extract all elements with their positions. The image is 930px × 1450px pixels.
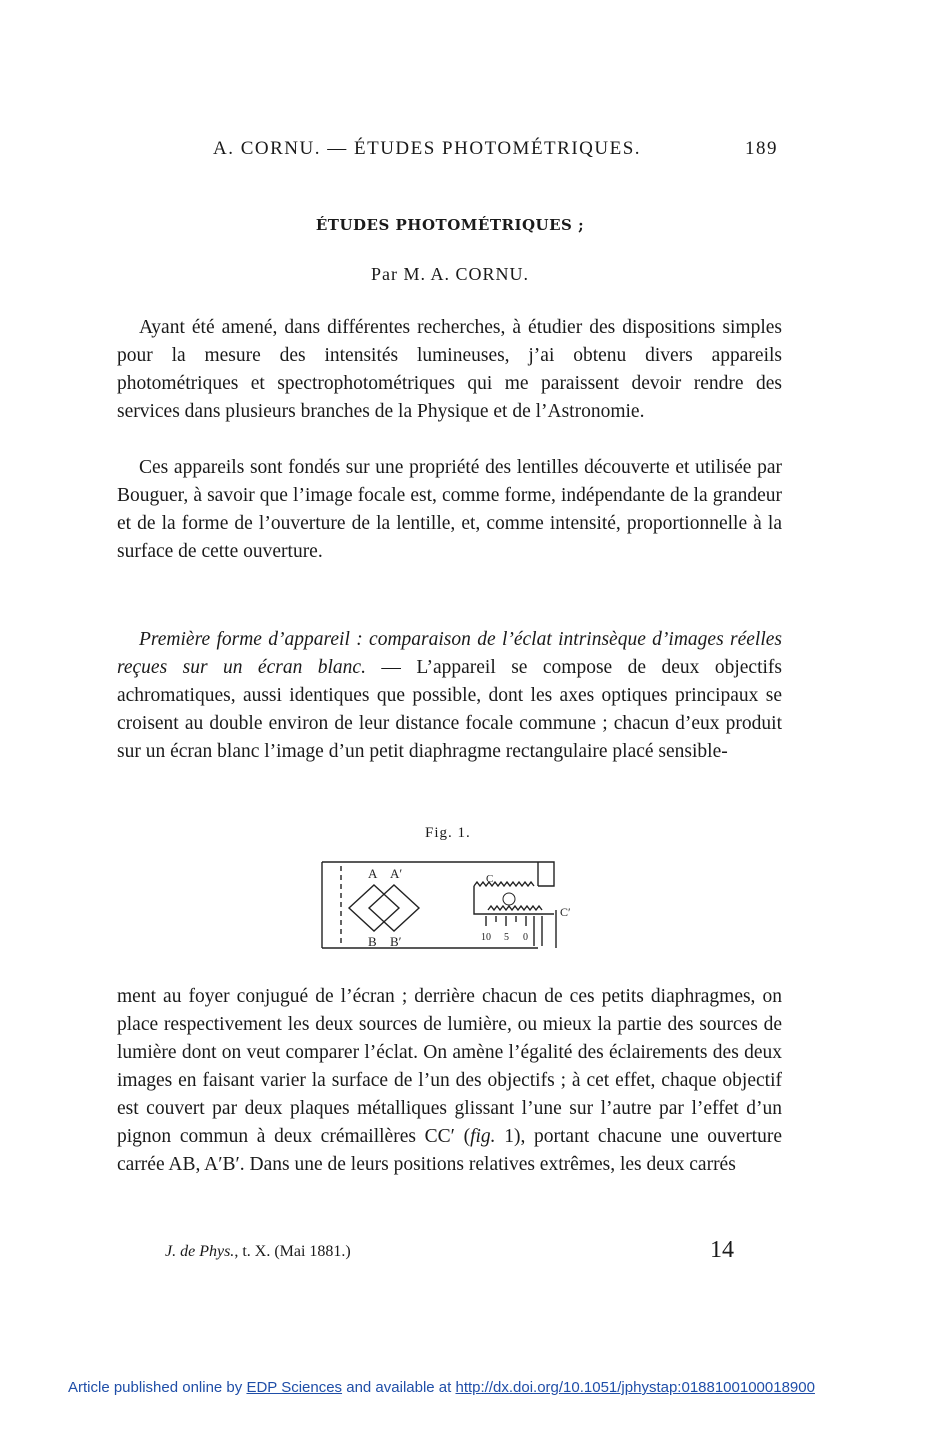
label-c: C [486, 873, 494, 885]
square-aperture-a-prime-b-prime [369, 885, 419, 931]
label-c-prime: C′ [560, 905, 571, 919]
article-author: Par M. A. CORNU. [370, 264, 529, 284]
label-b: B [368, 934, 377, 949]
scale-label-5: 5 [504, 932, 509, 943]
rack-c [474, 882, 534, 886]
paragraph-text-b: 1), portant chacune une ouverture carrée AB, A′B′. Dans une de leurs positions relatives extrêmes, les deux carrés [117, 1126, 782, 1175]
running-head [213, 138, 778, 168]
running-title: A. CORNU. — ÉTUDES PHOTOMÉTRIQUES. [213, 138, 642, 159]
paragraph-first-apparatus [117, 626, 782, 766]
label-a-prime: A′ [390, 866, 403, 881]
page-footer [165, 1237, 735, 1273]
section-heading: Première forme d’appareil : comparaison de l’éclat intrinsèque d’images réelles reçues sur un écran blanc. [117, 629, 782, 678]
scale-label-10: 10 [481, 932, 491, 943]
scale-label-0: 0 [523, 932, 528, 943]
figure-caption: Fig. 1. [425, 825, 471, 841]
journal-details: , t. X. (Mai 1881.) [234, 1243, 351, 1260]
paragraph-intro: Ayant été amené, dans différentes recherches, à étudier des dispositions simples pour la mesure des intensités lumineuses, j’ai obtenu divers appareils photométriques et spectrophotométriques qui me paraissent devoir rendre des services dans plusieurs branches de la Physique et de l’Astronomie. [117, 317, 782, 422]
label-b-prime: B′ [390, 934, 402, 949]
notice-middle: and available at [342, 1379, 456, 1396]
journal-name: J. de Phys. [165, 1243, 235, 1260]
article-title: ÉTUDES PHOTOMÉTRIQUES ; [315, 216, 585, 234]
page-number: 189 [745, 138, 778, 159]
square-aperture-ab [349, 885, 399, 931]
publication-notice [68, 1379, 888, 1396]
signature-number: 14 [710, 1237, 734, 1263]
paragraph-principle: Ces appareils sont fondés sur une propriété des lentilles découverte et utilisée par Bouguer, à savoir que l’image focale est, comme forme, indépendante de la grandeur et de la forme de l’ouverture de la lentille, et, comme intensité, proportionnelle à la surface de cette ouverture. [117, 457, 782, 562]
paragraph-continuation [117, 983, 782, 1179]
notice-prefix: Article published online by [68, 1379, 247, 1396]
paragraph-text: — L’appareil se compose de deux objectifs achromatiques, aussi identiques que possible, dont les axes optiques principaux se croisent au double environ de leur distance focale commune ; chacun d’eux produit sur un écran blanc l’image d’un petit diaphragme rectangulaire placé sensible- [117, 657, 782, 762]
doi-link[interactable]: http://dx.doi.org/10.1051/jphystap:0188100100018900 [455, 1379, 815, 1396]
rack-c-prime [488, 906, 542, 910]
journal-reference [165, 1243, 351, 1261]
paragraph-text-a: ment au foyer conjugué de l’écran ; derrière chacun de ces petits diaphragmes, on place respectivement les deux sources de lumière, ou mieux la partie des sources de lumière dont on veut comparer l’éclat. On amène l’égalité des éclairements des deux images en faisant varier la surface de l’un des objectifs ; à cet effet, chaque objectif est couvert par deux plaques métalliques glissant l’une sur l’autre par l’effet d’un pignon commun à deux crémaillères CC′ ( [117, 986, 782, 1147]
label-a: A [368, 866, 378, 881]
fig-reference: fig. [470, 1126, 496, 1147]
figure-1-diagram [316, 852, 586, 956]
publisher-link[interactable]: EDP Sciences [246, 1379, 343, 1396]
